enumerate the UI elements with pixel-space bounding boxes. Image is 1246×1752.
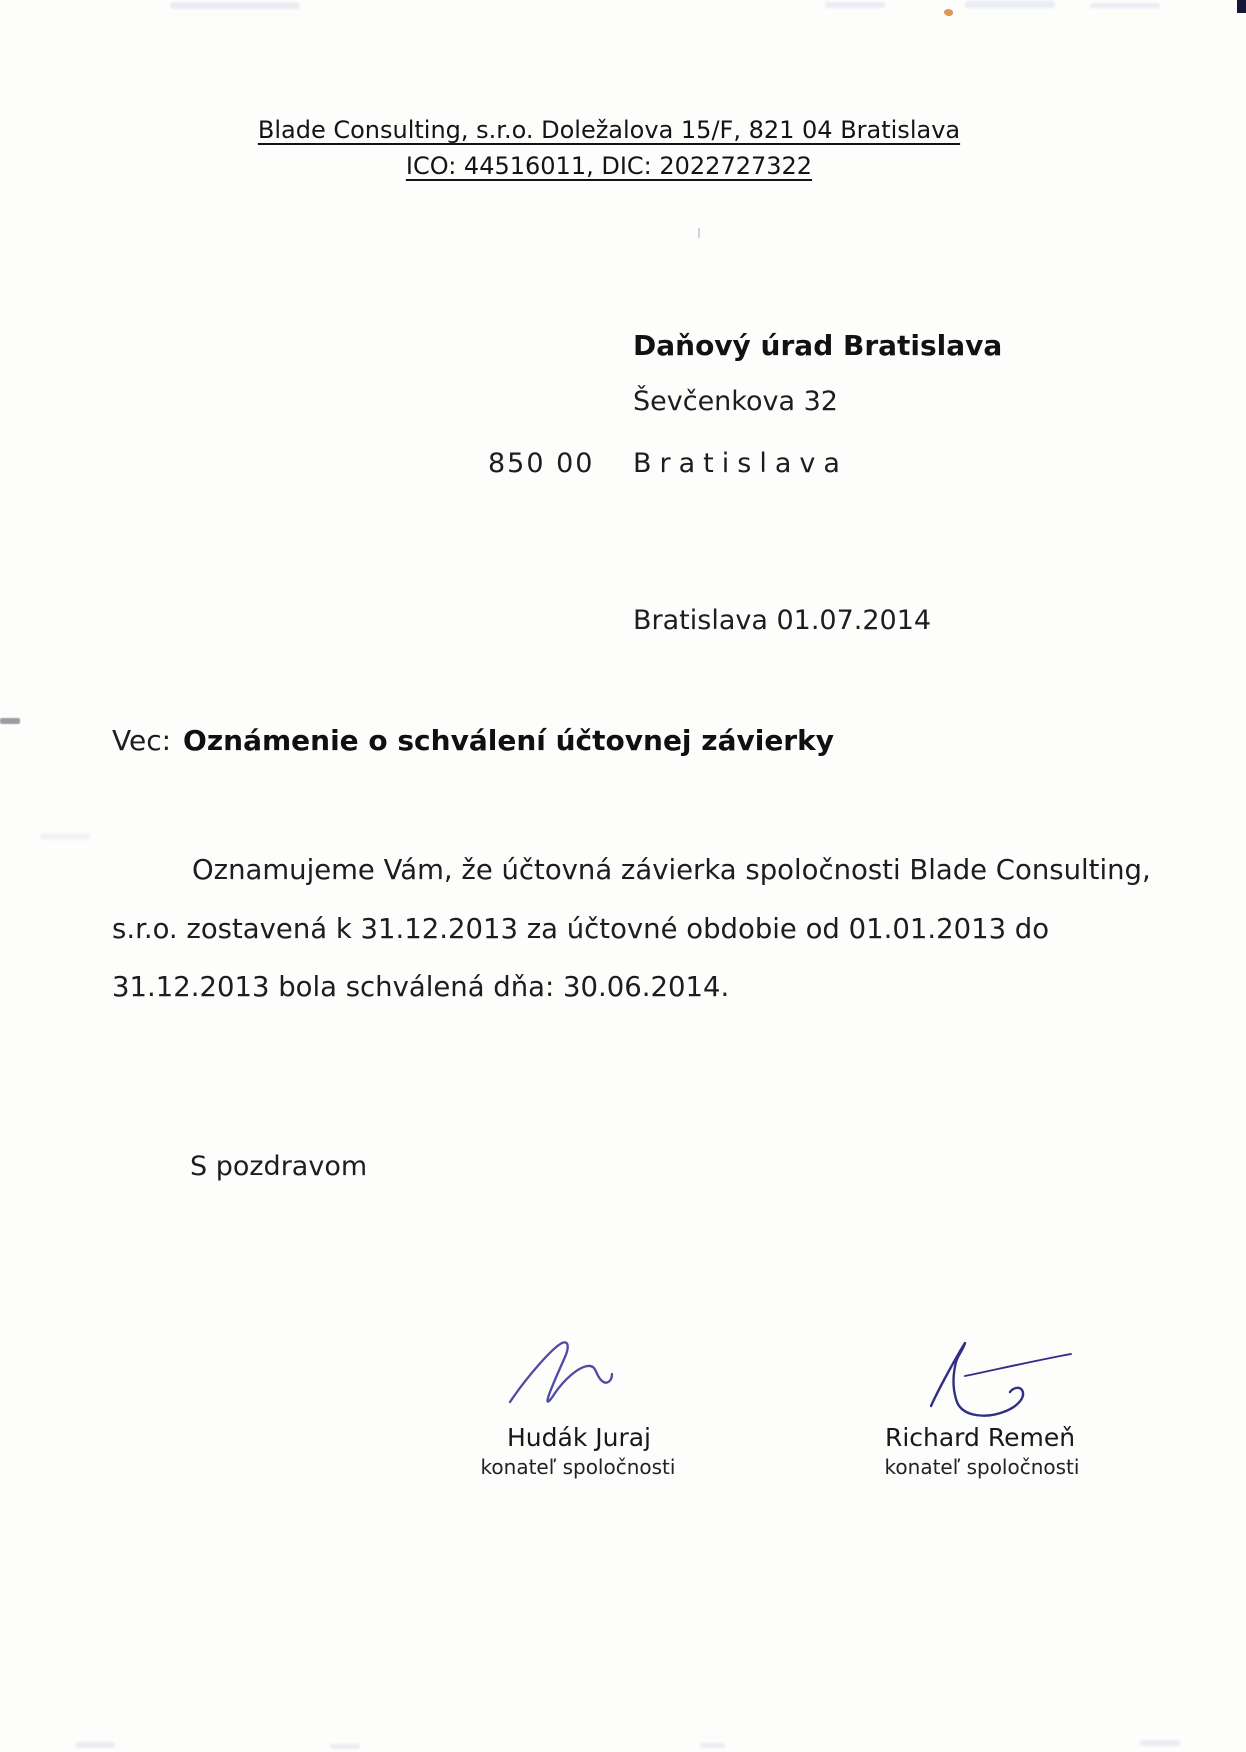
recipient-city: Bratislava (633, 448, 848, 479)
hudak-signature-stroke (510, 1342, 612, 1402)
body-line: s.r.o. zostavená k 31.12.2013 za účtovné obdobie od 01.01.2013 do (112, 912, 1050, 945)
recipient-postal-code: 850 00 (488, 448, 595, 479)
letterhead-line-2: ICO: 44516011, DIC: 2022727322 (405, 152, 813, 180)
closing-salutation: S pozdravom (190, 1151, 368, 1182)
body-line: Oznamujeme Vám, že účtovná závierka spoločnosti Blade Consulting, (192, 854, 1151, 886)
remen-signature-stroke (931, 1343, 1023, 1416)
scan-corner-mark (1237, 0, 1246, 13)
scan-smudge (330, 1744, 360, 1749)
subject-title: Oznámenie o schválení účtovnej závierky (183, 724, 834, 757)
recipient-street: Ševčenkova 32 (633, 386, 838, 417)
remen-signature-ink (903, 1324, 1083, 1436)
scan-smudge (170, 2, 300, 9)
letterhead-line-1: Blade Consulting, s.r.o. Doležalova 15/F, 821 04 Bratislava (257, 116, 961, 144)
scan-smudge (40, 833, 90, 840)
scan-ink-speck (943, 8, 954, 18)
scan-edge-streak (0, 718, 20, 724)
recipient-name: Daňový úrad Bratislava (633, 329, 1003, 362)
signatory-title-hudak: konateľ spoločnosti (480, 1455, 676, 1479)
scan-smudge (1140, 1740, 1180, 1746)
hudak-signature-ink (498, 1332, 658, 1427)
subject-line (112, 724, 834, 757)
signatory-name-remen: Richard Remeň (884, 1423, 1076, 1452)
subject-label: Vec: (112, 724, 172, 757)
remen-signature-crossbar (965, 1354, 1071, 1376)
signatory-name-hudak: Hudák Juraj (506, 1423, 652, 1452)
letterhead (4, 112, 1214, 184)
scan-smudge (1090, 3, 1160, 8)
body-line: 31.12.2013 bola schválená dňa: 30.06.2014. (112, 971, 730, 1003)
body-paragraph (112, 841, 1151, 1017)
scan-smudge (965, 1, 1055, 8)
scan-smudge (700, 1743, 725, 1748)
scan-smudge (75, 1742, 115, 1748)
scan-tick-mark (698, 228, 700, 238)
signatory-title-remen: konateľ spoločnosti (884, 1455, 1080, 1479)
scan-smudge (825, 2, 885, 8)
date-line: Bratislava 01.07.2014 (633, 605, 932, 636)
